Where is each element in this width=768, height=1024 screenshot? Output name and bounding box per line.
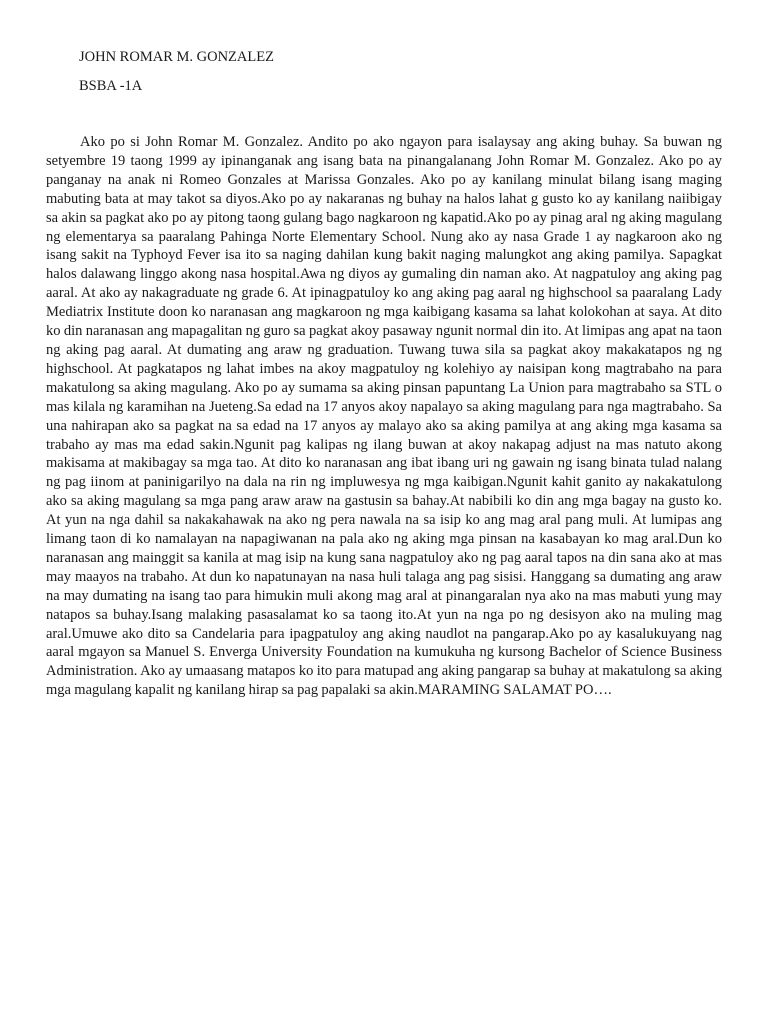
closing-line: MARAMING SALAMAT PO….: [417, 682, 612, 699]
essay-paragraph: [46, 133, 722, 700]
author-name: JOHN ROMAR M. GONZALEZ: [79, 49, 274, 65]
course-section: BSBA -1A: [79, 78, 143, 94]
essay-body-text: Ako po si John Romar M. Gonzalez. Andito po ako ngayon para isalaysay ang aking buhay. Sa buwan ng setyembre 19 taong 1999 ay ipinanganak ang isang bata na pinangalanang John Romar M. Gonzalez. Ako po ay panganay na anak ni Romeo Gonzales at Marissa Gonzales. Ako po ay kanilang minulat bilang isang maging mabuting bata at may takot sa diyos.Ako po ay nakaranas ng buhay na halos lahat g gusto ko ay kanilang naiibigay sa akin sa pagkat ako po ay pitong taong gulang bago nagkaroon ng kapatid.Ako po ay pinag aral ng aking magulang ng elementarya sa paaralang Pahinga Norte Elementary School. Nung ako ay nasa Grade 1 ay nagkaroon ako ng isang sakit na Typhoyd Fever isa ito sa naging dahilan kung bakit naging malungkot ang aking pamilya. Sapagkat halos dalawang linggo akong nasa hospital.Awa ng diyos ay gumaling din naman ako. At nagpatuloy ang aking pag aaral. At ako ay nakagraduate ng grade 6. At ipinagpatuloy ko ang aking pag aaral ng highschool sa paaralang Lady Mediatrix Institute doon ko naranasan ang magkaroon ng mga kaibigang kasama sa lahat kolokohan at saya. At dito ko din naranasan ang mapagalitan ng guro sa pagkat akoy pasaway ngunit normal din ito. At limipas ang apat na taon ng aking pag aaral. At dumating ang araw ng graduation. Tuwang tuwa sila sa pagkat akoy makakatapos ng ng highschool. At pagkatapos ng lahat imbes na akoy magpatuloy ng kolehiyo ay naisipan kong magtrabaho na para makatulong sa aking magulang. Ako po ay sumama sa aking pinsan papuntang La Union para magtrabaho sa STL o mas kilala ng karamihan na Jueteng.Sa edad na 17 anyos akoy napalayo sa aking magulang para nga magtrabaho. Sa una nahirapan ako sa pagkat na sa edad na 17 anyos ay malayo ako sa aking pamilya at ang aking mga kasama sa trabaho ay mas ma edad sakin.Ngunit pag kalipas ng ilang buwan at akoy nakapag adjust na mas natuto akong makisama at makibagay sa mga tao. At dito ko naranasan ang ibat ibang uri ng gawain ng isang binata tulad nalang ng pag iinom at paninigarilyo na dala na rin ng impluwesya ng mga kaibigan.Ngunit kahit ganito ay nakakatulong ako sa aking magulang sa mga pang araw araw na gastusin sa bahay.At nabibili ko din ang mga bagay na gusto ko. At yun na nga dahil sa nakakahawak na ako ng pera nawala na sa isip ko ang mag aral pang muli. At lumipas ang limang taon di ko namalayan na napagiwanan na pala ako ng aking mga pinsan na kasabayan ko mag aral.Dun ko naranasan ang mainggit sa kanila at mag isip na kung sana nagpatuloy ako ng pag aaral tapos na din sana ako at mas may maayos na trabaho. At dun ko napatunayan na nasa huli talaga ang pag sisisi. Hanggang sa dumating ang araw na may dumating na isang tao para himukin muli akong mag aral at pinangaralan nya ako na mas mabuti yung may natapos sa buhay.Isang malaking pasasalamat ko sa taong ito.At yun na nga po ng desisyon ako na muling mag aral.Umuwe ako dito sa Candelaria para ipagpatuloy ang aking naudlot na pangarap.Ako po ay kasalukuyang nag aaral mgayon sa Manuel S. Enverga University Foundation na kumukuha ng kursong Bachelor of Science Business Administration. Ako ay umaasang matapos ko ito para matupad ang aking pangarap sa buhay at makatulong sa aking mga magulang kapalit ng kanilang hirap sa pag papalaki sa akin.: [46, 134, 722, 699]
